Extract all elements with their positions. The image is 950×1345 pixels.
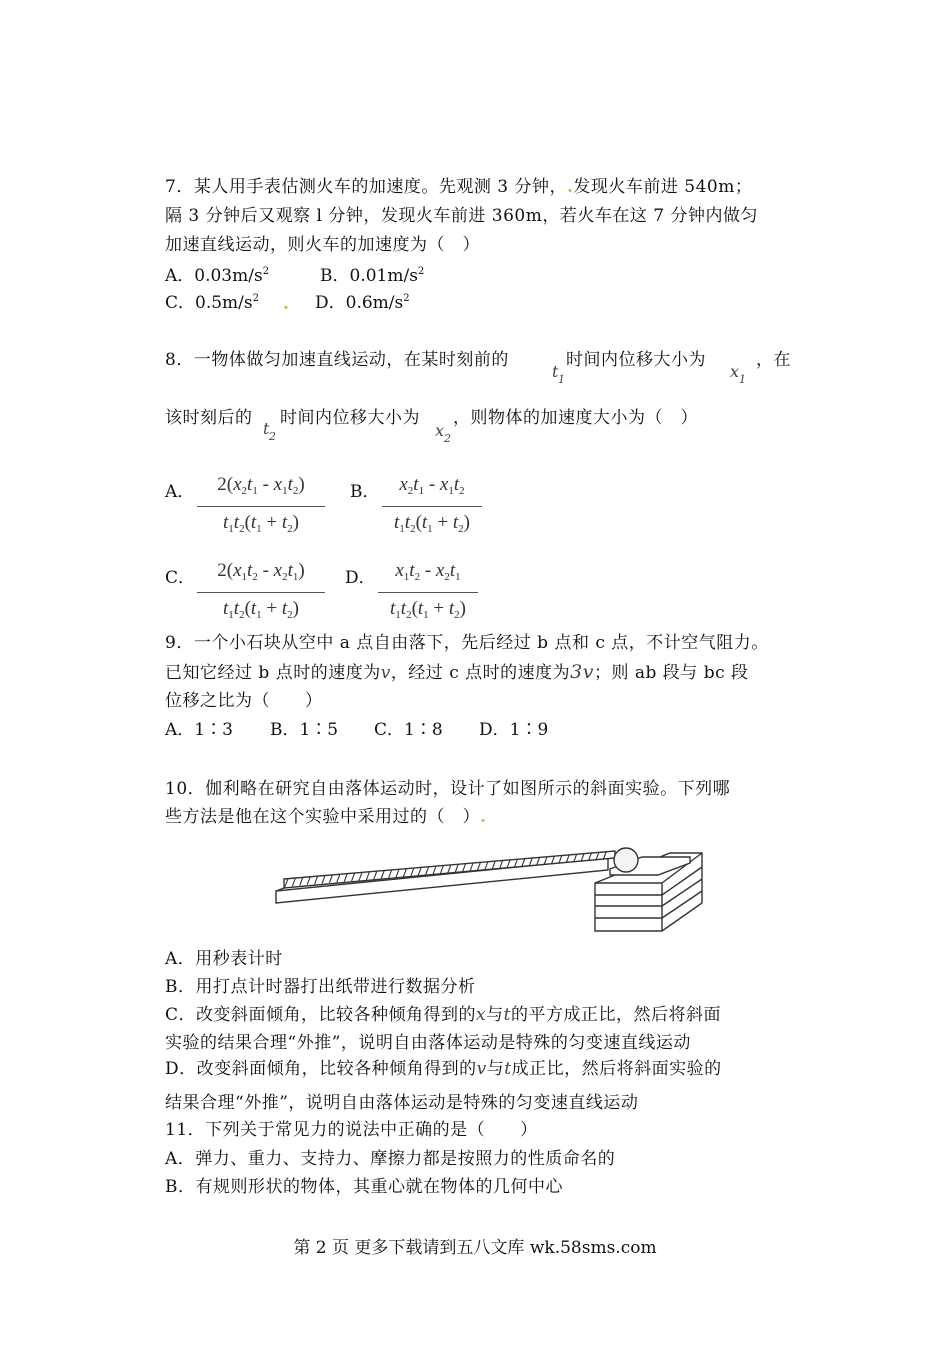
q9-option-a: A．1∶3 (165, 720, 233, 740)
q8-option-c-formula: $2(x_1t_2 - x_2t_1)$ $t_1t_2(t_1 + t_2)$ (197, 558, 325, 628)
q10-line1: 10．伽利略在研究自由落体运动时，设计了如图所示的斜面实验。下列哪 (165, 779, 731, 799)
inclined-plane-figure (270, 843, 710, 935)
q10-option-b: B．用打点计时器打出纸带进行数据分析 (165, 977, 476, 997)
q10-option-a: A．用秒表计时 (165, 949, 283, 969)
decor-dot: . (566, 177, 574, 197)
q10-option-c-line2: 实验的结果合理“外推”，说明自由落体运动是特殊的匀变速直线运动 (165, 1033, 691, 1053)
q8-option-a-label: A． (165, 482, 195, 502)
q11-option-a: A．弹力、重力、支持力、摩擦力都是按照力的性质命名的 (165, 1149, 616, 1169)
page-footer: 第 2 页 更多下载请到五八文库 wk.58sms.com (293, 1238, 657, 1258)
q7-option-b: B．$0.01m/s^2$ (320, 266, 425, 286)
q10-option-d-line2: 结果合理“外推”，说明自由落体运动是特殊的匀变速直线运动 (165, 1093, 639, 1113)
q10-line2: 些方法是他在这个实验中采用过的（ ）. (165, 807, 487, 827)
q9-option-c: C．1∶8 (374, 720, 443, 740)
q8-option-d-label: D． (345, 568, 376, 588)
q11-line1: 11．下列关于常见力的说法中正确的是（ ） (165, 1120, 538, 1140)
q8-option-d-formula: $x_1t_2 - x_2t_1$ $t_1t_2(t_1 + t_2)$ (378, 558, 478, 628)
q8-line2a: 该时刻后的 (165, 408, 253, 428)
q9-line2: 已知它经过 b 点时的速度为v，经过 c 点时的速度为3v；则 ab 段与 bc 段 (165, 661, 749, 683)
q9-line3: 位移之比为（ ） (165, 691, 323, 711)
var-x1: x 1 (730, 362, 746, 386)
q9-option-b: B．1∶5 (270, 720, 339, 740)
q9-option-d: D．1∶9 (479, 720, 549, 740)
q8-option-a-formula: $2(x_2t_1 - x_1t_2)$ $t_1t_2(t_1 + t_2)$ (197, 472, 325, 542)
q8-line1c: ，在 (756, 350, 791, 370)
q8-line1a: 8．一物体做匀加速直线运动，在某时刻前的 (165, 350, 509, 370)
decor-dot: . (283, 294, 289, 314)
q7-line2: 隔 3 分钟后又观察 l 分钟，发现火车前进 360m，若火车在这 7 分钟内做匀 (165, 206, 758, 226)
q8-option-b-label: B． (350, 482, 380, 502)
q7-option-c: C．$0.5m/s^2$ (165, 293, 259, 313)
q8-line1b: 时间内位移大小为 (566, 350, 706, 370)
q8-option-c-label: C． (165, 568, 196, 588)
q7-line3: 加速直线运动，则火车的加速度为（ ） (165, 235, 480, 255)
q10-option-c-line1: C．改变斜面倾角，比较各种倾角得到的x与t的平方成正比，然后将斜面 (165, 1005, 721, 1025)
q11-option-b: B．有规则形状的物体，其重心就在物体的几何中心 (165, 1177, 563, 1197)
var-t2: t 2 (263, 419, 276, 443)
q9-line1: 9．一个小石块从空中 a 点自由落下，先后经过 b 点和 c 点，不计空气阻力。 (165, 633, 769, 653)
q8-line2c: ，则物体的加速度大小为（ ） (453, 408, 698, 428)
var-x2: x 2 (435, 421, 451, 445)
q8-option-b-formula: $x_2t_1 - x_1t_2$ $t_1t_2(t_1 + t_2)$ (382, 472, 482, 542)
q10-option-d-line1: D．改变斜面倾角，比较各种倾角得到的v与t成正比，然后将斜面实验的 (165, 1059, 722, 1079)
var-t1: t 1 (552, 362, 565, 386)
decor-dot: . (480, 807, 487, 827)
q7-option-d: D．$0.6m/s^2$ (315, 293, 410, 313)
q8-line2b: 时间内位移大小为 (280, 408, 420, 428)
q7-line1: 7．某人用手表估测火车的加速度。先观测 3 分钟，.发现火车前进 540m； (165, 177, 753, 197)
q7-option-a: A．$0.03m/s^2$ (165, 266, 270, 286)
